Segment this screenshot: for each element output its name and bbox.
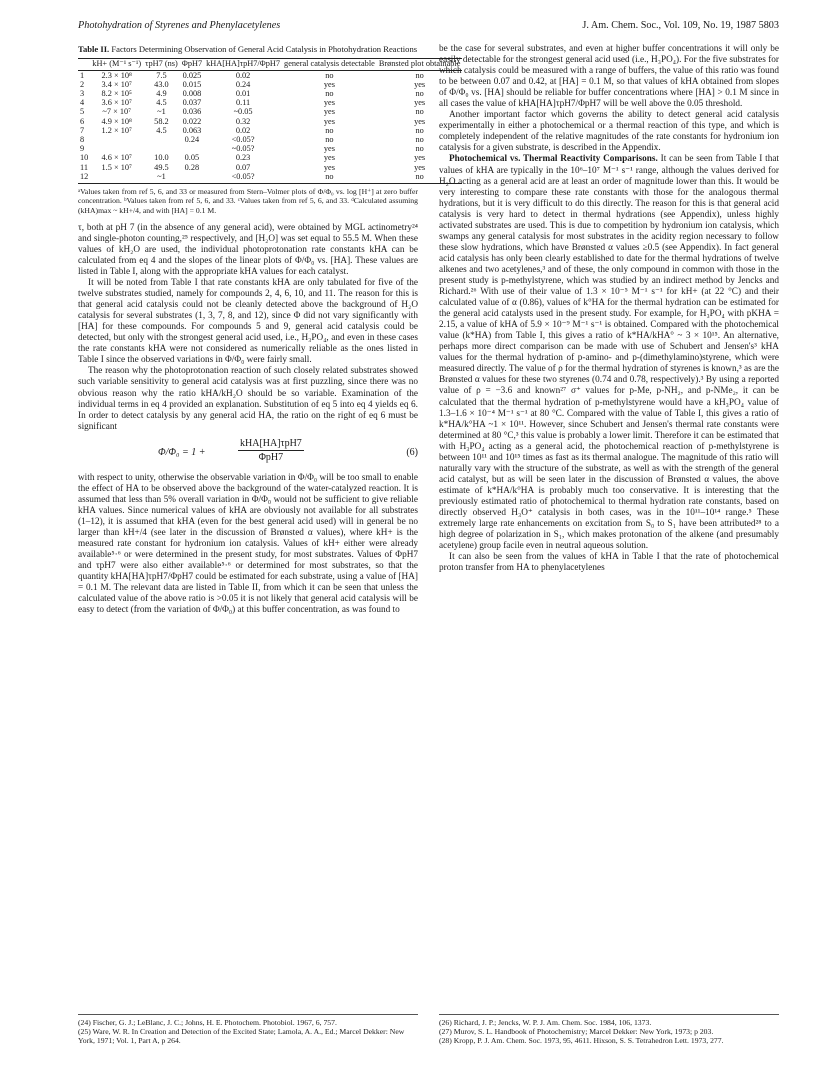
table-header-cell: kHA[HA]τpH7/ΦpH7	[206, 59, 281, 69]
equation-6	[78, 438, 418, 468]
references-left	[78, 1014, 418, 1046]
table-cell: ~1	[157, 107, 166, 117]
equation-denominator: ΦpH7	[258, 451, 284, 463]
table-cell: no	[377, 172, 463, 184]
running-head	[78, 20, 779, 34]
table-cell: no	[415, 134, 424, 144]
table-cell: 2	[80, 79, 85, 89]
table-row	[78, 89, 462, 98]
body-paragraph: τ, both at pH 7 (in the absence of any general acid), were obtained by MGL actinometry²⁴ and single-photon counting,²⁵ respectively, and [H₂O] was set equal to 55.5 M. When these values of kH₂O are used, the individual photoprotonation rate constants kHA can be calculated from eq 4 and the slopes of the linear plots of Φ/Φ₀ vs. [HA]. These values are listed in Table I, along with the appropriate kHA values for each catalyst.	[78, 222, 418, 278]
table-row	[78, 117, 462, 126]
table-cell: 4.5	[156, 98, 167, 108]
body-paragraph: be the case for several substrates, and even at higher buffer concentrations it will only be easily detectable for the strongest general acid used (i.e., H₃PO₄). For the five substrates for which catalysis could be measured with a range of buffers, the value of this ratio was found to be between 0.07 and 0.42, at [HA] = 0.1 M, so that values of kHA obtained from slopes of Φ/Φ₀ vs. [HA] should be reliable for buffer concentrations where [HA] > 0.1 M since in all cases the value of kHA[HA]τpH7/ΦpH7 will be well above the 0.05 threshold.	[439, 44, 779, 110]
table-cell: yes	[414, 153, 426, 163]
table-cell: 0.022	[182, 116, 202, 126]
table-cell: no	[282, 172, 377, 184]
reference-entry: (25) Ware, W. R. In Creation and Detection of the Excited State; Lamola, A. A., Ed.; Marcel Dekker: New York, 1971; Vol. 1, Part A, p 264.	[78, 1027, 405, 1046]
table-row	[78, 70, 462, 80]
table-cell: 0.01	[235, 88, 251, 98]
table-cell: 7	[80, 125, 85, 135]
table-cell: 0.11	[235, 98, 251, 108]
section-paragraph	[439, 154, 779, 552]
table-cell	[180, 144, 204, 153]
table-cell: 0.23	[235, 153, 251, 163]
table-cell: 0.32	[235, 116, 251, 126]
table-cell: no	[325, 88, 334, 98]
table-row	[78, 144, 462, 153]
table-cell: 0.037	[182, 98, 202, 108]
body-paragraph: The reason why the photoprotonation reaction of such closely related substrates showed such variable sensitivity to general acid catalysis was at first puzzling, since there was no obvious reason why the ratio kHA/kH₂O should be so variable. Examination of the individual terms in eq 4 provided an explanation. Substitution of eq 5 into eq 4 yields eq 6. In order to detect catalysis by any general acid HA, the ratio on the right of eq 6 must be significant	[78, 366, 418, 432]
table-cell: 0.24	[184, 134, 200, 144]
table-cell: 0.015	[182, 79, 202, 89]
body-paragraph: It will be noted from Table I that rate constants kHA are only tabulated for five of the twelve substrates studied, namely for compounds 2, 4, 6, 10, and 11. The reason for this is that general acid catalysis could not be cleanly detected above the background of H₂O catalysis for several substrates (1, 3, 7, 8, and 12), since Φ did not vary significantly with [HA] for these compounds. For compounds 5 and 9, general acid catalysis could be detected, but only with the strongest general acid used, i.e., H₃PO₄, and even in these cases the rate constants kHA were not considered as numerically reliable as the ones listed in Table I since the observed variations in Φ/Φ₀ were fairly small.	[78, 278, 418, 366]
table-row	[78, 172, 462, 184]
table-cell: 0.24	[235, 79, 251, 89]
table-cell	[143, 135, 180, 144]
table-cell: 2.3 × 10⁸	[101, 70, 132, 80]
table-cell: 58.2	[154, 116, 169, 126]
table-cell	[90, 144, 143, 153]
section-paragraph-text: It can be seen from Table I that values of kHA are typically in the 10⁶–10⁷ M⁻¹ s⁻¹ range, although the values derived for H₂O acting as a general acid are at least an order of magnitude lower than this. It would be very interesting to compare these rate constants with those for the analogous thermal hydrations, but it is very difficult to do this directly. The reason for this is that general acid catalysis is very hard to detect in thermal hydrations (see Appendix), unless highly activated substrates are used. This is due to competition by hydronium ion catalysis, which swamps any general catalysis for most substrates in the acidity region necessary to follow these slow hydrations, which have Brønsted α values ≥0.5 (see Appendix). In fact general acid catalysis has only been clearly established to date for the thermal hydrations of twelve alkenes and two acetylenes,³ and of these, the only compound in common with those in the present study is p-methylstyrene, which was studied by an indirect method by Jencks and Richard.²⁶ With use of their value of 1.3 × 10⁻⁵ M⁻¹ s⁻¹ for kH+ (at 22 °C) and their calculated value of α (0.86), values of k°HA for the thermal hydration can be estimated for the general acid catalysts used in the present study. For example, for H₃PO₄ with pKHA = 2.15, a value of kHA of 5.9 × 10⁻⁹ M⁻¹ s⁻¹ is obtained. Compared with the photochemical value (k*HA) from Table I, this gives a ratio of k*HA/kHA° ~ 3 × 10¹⁵. An alternative, perhaps more direct comparison can be made with use of Schubert and Jensen's³ kHA values for the thermal hydration of p-amino- and p-(dimethylamino)styrene, which were measured directly. The value of ρ for the thermal hydration of styrenes is known,³ as are the Brønsted α values for these two styrenes (0.74 and 0.78, respectively).³ By using a reported value of ρ = −3.6 and known²⁷ σ⁺ values for p-Me, p-NH₂, and p-NMe₂, it can be calculated that the thermal hydration of p-methylstyrene would have a kH₃PO₄ value of 1.3–1.6 × 10⁻⁴ M⁻¹ s⁻¹ at 80 °C. Compared with the value of Table I, this gives a ratio of k*HA/k°HA ~1 × 10¹¹. However, since Schubert and Jensen's thermal rate constants were determined at 80 °C,³ this value is probably a lower limit. Therefore it can be estimated that with H₃PO₄ acting as a general acid, the photochemical reaction of p-methylstyrene is between 10¹¹ and 10¹⁵ times as fast as its thermal analogue. The magnitude of this ratio will naturally vary with the structure of the substrate, as well as with the strength of the general acid catalyst, but as will be seen later in the discussion of Brønsted α values, the above estimate of k*HA/k°HA is probably much too conservative. It is interesting that the previously estimated ratio of photochemical to thermal hydration rate constants, based on directly observed H₃O⁺ catalysis in both cases, was in the 10¹¹–10¹⁴ range.⁵ These extremely large rate enhancements on excitation from S₀ to S₁ have been attributed²⁸ to a high degree of polarization in S₁, which makes protonation of the alkene (and presumably acetylene) group facile even in neutral aqueous solution.	[439, 154, 780, 552]
table-cell: ~0.05?	[231, 144, 255, 154]
table-cell: ~0.05	[233, 107, 253, 117]
table-cell: yes	[323, 116, 335, 126]
table-cell: 1.5 × 10⁷	[101, 162, 132, 172]
table-cell: 0.008	[182, 88, 202, 98]
right-column	[439, 44, 779, 574]
table-cell: 4.5	[156, 125, 167, 135]
table-cell: 8	[80, 134, 85, 144]
table-header-cell	[78, 59, 90, 70]
table-cell: no	[415, 70, 424, 80]
table-cell: 0.063	[182, 125, 202, 135]
table-cell: <0.05?	[231, 134, 255, 144]
reference-entry: (26) Richard, J. P.; Jencks, W. P. J. Am. Chem. Soc. 1984, 106, 1373.	[439, 1018, 652, 1027]
table-caption	[78, 44, 418, 54]
table-header-cell: kH+ (M⁻¹ s⁻¹)	[92, 59, 142, 69]
table-cell: yes	[323, 153, 335, 163]
table-cell: 0.02	[235, 125, 251, 135]
table-cell: no	[415, 144, 424, 154]
equation-lhs: Φ/Φ₀ = 1 +	[158, 446, 206, 458]
table-cell: yes	[323, 162, 335, 172]
table-cell: yes	[323, 144, 335, 154]
table-caption-label: Table II.	[78, 44, 110, 54]
table-cell: ~1	[143, 172, 180, 184]
table-cell: 0.036	[182, 107, 202, 117]
table-cell: no	[415, 107, 424, 117]
table-cell: no	[325, 125, 334, 135]
table-cell: 0.02	[235, 70, 251, 80]
table-header-cell: τpH7 (ns)	[145, 59, 178, 69]
table-cell: yes	[323, 98, 335, 108]
table-cell	[90, 135, 143, 144]
references-right	[439, 1014, 779, 1046]
table-cell: yes	[414, 116, 426, 126]
table-cell: ~7 × 10⁷	[102, 107, 132, 117]
table-cell: 1.2 × 10⁷	[101, 125, 132, 135]
table-cell: no	[415, 125, 424, 135]
table-caption-text: Factors Determining Observation of General Acid Catalysis in Photohydration Reactions	[111, 44, 418, 54]
table-cell: <0.05?	[204, 172, 282, 184]
table-cell: 10	[80, 153, 89, 163]
table-cell	[180, 172, 204, 184]
table-cell: yes	[414, 162, 426, 172]
table-row	[78, 98, 462, 107]
table-cell: no	[325, 70, 334, 80]
running-head-title: Photohydration of Styrenes and Phenylacetylenes	[78, 20, 281, 31]
table-cell: 3.6 × 10⁷	[101, 98, 132, 108]
equation-numerator: kHA[HA]τpH7	[238, 438, 304, 451]
table-footnote: ᵃValues taken from ref 5, 6, and 33 or measured from Stern–Volmer plots of Φ/Φ₀ vs. log [H⁺] at zero buffer concentration. ᵇValues taken from ref 5, 6, and 33. ᶜValues taken from ref 5, 6, and 33. ᵈCalculated assuming (kHA)max ~ kH+/4, and with [HA] = 0.1 M.	[78, 186, 418, 215]
table-cell: 4	[80, 98, 85, 108]
table-cell: 49.5	[154, 162, 169, 172]
table-cell: 8.2 × 10⁵	[101, 88, 132, 98]
table-row	[78, 153, 462, 162]
equation-fraction	[238, 438, 304, 463]
table-cell: 12	[78, 172, 90, 184]
table-header-cell: ΦpH7	[181, 59, 203, 69]
table-cell: 0.05	[184, 153, 200, 163]
table-cell: 4.6 × 10⁷	[101, 153, 132, 163]
table-cell: 43.0	[154, 79, 169, 89]
table-cell: 0.28	[184, 162, 200, 172]
table-cell: 10.0	[154, 153, 169, 163]
table-cell: yes	[323, 79, 335, 89]
table-cell: 11	[80, 162, 88, 172]
body-paragraph: It can also be seen from the values of kHA in Table I that the rate of photochemical proton transfer from HA to phenylacetylenes	[439, 552, 779, 574]
table-cell: no	[415, 88, 424, 98]
reference-entry: (24) Fischer, G. J.; LeBlanc, J. C.; Johns, H. E. Photochem. Photobiol. 1967, 6, 757.	[78, 1018, 337, 1027]
table-cell: yes	[323, 107, 335, 117]
table-row	[78, 107, 462, 116]
table-cell: 3	[80, 88, 85, 98]
equation-number: (6)	[406, 446, 418, 458]
left-column	[78, 44, 461, 616]
data-table	[78, 58, 462, 184]
table-cell: yes	[414, 79, 426, 89]
section-heading: Photochemical vs. Thermal Reactivity Comparisons.	[449, 154, 658, 165]
table-row	[78, 80, 462, 89]
table-cell: 9	[80, 144, 85, 154]
table-cell: 3.4 × 10⁷	[101, 79, 132, 89]
table-cell: 5	[80, 107, 85, 117]
table-cell: yes	[414, 98, 426, 108]
body-paragraph: Another important factor which governs the ability to detect general acid catalysis experimentally in either a photochemical or a thermal reaction of this type, and which is completely independent of the relative magnitudes of the rate constants for hydronium ion catalysis for a given substrate, is described in the Appendix.	[439, 110, 779, 154]
table-cell: 7.5	[156, 70, 167, 80]
table-row	[78, 163, 462, 172]
table-cell: 6	[80, 116, 85, 126]
table-header-cell: Brønsted plot obtainable	[378, 59, 461, 69]
table-cell: no	[325, 134, 334, 144]
table-cell: 4.9	[156, 88, 167, 98]
table-cell	[143, 144, 180, 153]
table-header-cell: general catalysis detectable	[284, 59, 375, 69]
body-paragraph: with respect to unity, otherwise the observable variation in Φ/Φ₀ will be too small to enable the effect of HA to be observed above the background of the water-catalyzed reaction. It is assumed that less than 5% overall variation in Φ/Φ₀ would not be sufficient to give reliable kHA values. Since numerical values of kHA are obviously not available for all substrates (1–12), it is assumed that kHA (even for the best general acid used) will in general be no larger than kH+/4 (see later in the discussion of Brønsted α values), where kH+ is the measured rate constant for hydronium ion catalysis. Values of kH+ either were already available⁵·⁶ or were determined in the present study, for most substrates. Values of ΦpH7 and τpH7 were also either available⁵·⁶ or determined for most substrates, so that the quantity kHA[HA]τpH7/ΦpH7 could be estimated for each substrate, using a value of [HA] = 0.1 M. The relevant data are listed in Table II, from which it can be seen that unless the calculated value of the above ratio is >0.05 it is not likely that general acid catalysis will be easy to detect (from the variation of Φ/Φ₀) at this buffer concentration, as was found to	[78, 472, 418, 616]
table-cell: 0.025	[182, 70, 202, 80]
table-cell	[90, 172, 143, 184]
table-row	[78, 126, 462, 135]
table-cell: 4.9 × 10⁸	[101, 116, 132, 126]
reference-entry: (27) Murov, S. L. Handbook of Photochemistry; Marcel Dekker: New York, 1973; p 203.	[439, 1027, 714, 1037]
table-cell: 0.07	[235, 162, 251, 172]
reference-entry: (28) Kropp, P. J. Am. Chem. Soc. 1973, 95, 4611. Hixson, S. S. Tetrahedron Lett. 1973, 277.	[439, 1036, 724, 1046]
running-head-journal: J. Am. Chem. Soc., Vol. 109, No. 19, 1987 5803	[582, 20, 779, 31]
table-row	[78, 135, 462, 144]
table-cell: 1	[80, 70, 85, 80]
